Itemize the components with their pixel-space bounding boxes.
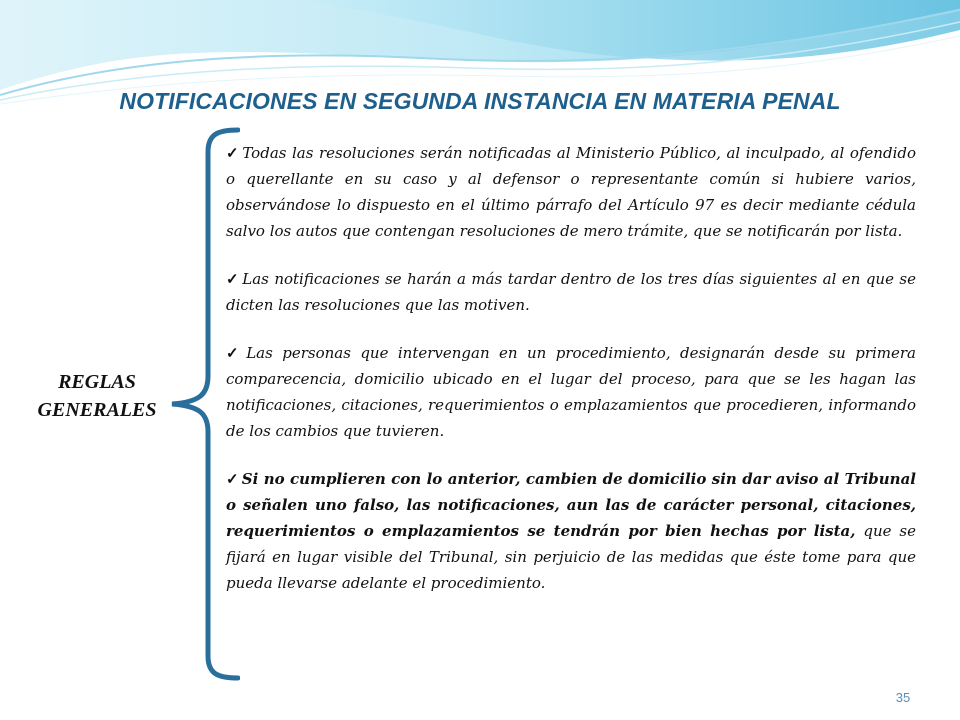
side-label-line-1: REGLAS xyxy=(58,371,136,393)
rule-text: Todas las resoluciones serán notificadas al Ministerio Público, al inculpado, al ofendido o querellante en su caso y al defensor o representante común si hubiere varios, observándose lo dispuesto en el último párrafo del Artículo 97 es decir mediante cédula salvo los autos que contengan resoluciones de mero trámite, que se notificarán por lista. xyxy=(226,144,916,240)
checkmark-icon: ✓ xyxy=(226,344,244,362)
rules-list xyxy=(226,140,916,618)
rule-item-4 xyxy=(226,466,916,596)
rule-text: que se fijará en lugar visible del Tribunal, sin perjuicio de las medidas que éste tome para que pueda llevarse adelante el procedimiento. xyxy=(226,522,916,592)
checkmark-icon: ✓ xyxy=(226,270,240,288)
rule-text: Las notificaciones se harán a más tardar dentro de los tres días siguientes al en que se dicten las resoluciones que las motiven. xyxy=(226,270,916,314)
rule-item-3 xyxy=(226,340,916,444)
rule-item-1 xyxy=(226,140,916,244)
rule-text-bold: Si no cumplieren con lo anterior, cambien de domicilio sin dar aviso al Tribunal o señalen uno falso, las notificaciones, aun las de carácter personal, citaciones, requerimientos o emplazamientos se tendrán por bien hechas por lista, xyxy=(226,470,916,540)
side-label-line-2: GENERALES xyxy=(37,399,157,421)
page-number: 35 xyxy=(895,690,911,705)
rule-item-2 xyxy=(226,266,916,318)
checkmark-icon: ✓ xyxy=(226,144,240,162)
checkmark-icon: ✓ xyxy=(226,470,239,488)
slide-title: NOTIFICACIONES EN SEGUNDA INSTANCIA EN MATERIA PENAL xyxy=(119,88,841,114)
side-label xyxy=(18,368,176,424)
rule-text: Las personas que intervengan en un procedimiento, designarán desde su primera comparecencia, domicilio ubicado en el lugar del proceso, para que se les hagan las notificaciones, citaciones, requerimientos o emplazamientos que procedieren, informando de los cambios que tuvieren. xyxy=(226,344,916,440)
